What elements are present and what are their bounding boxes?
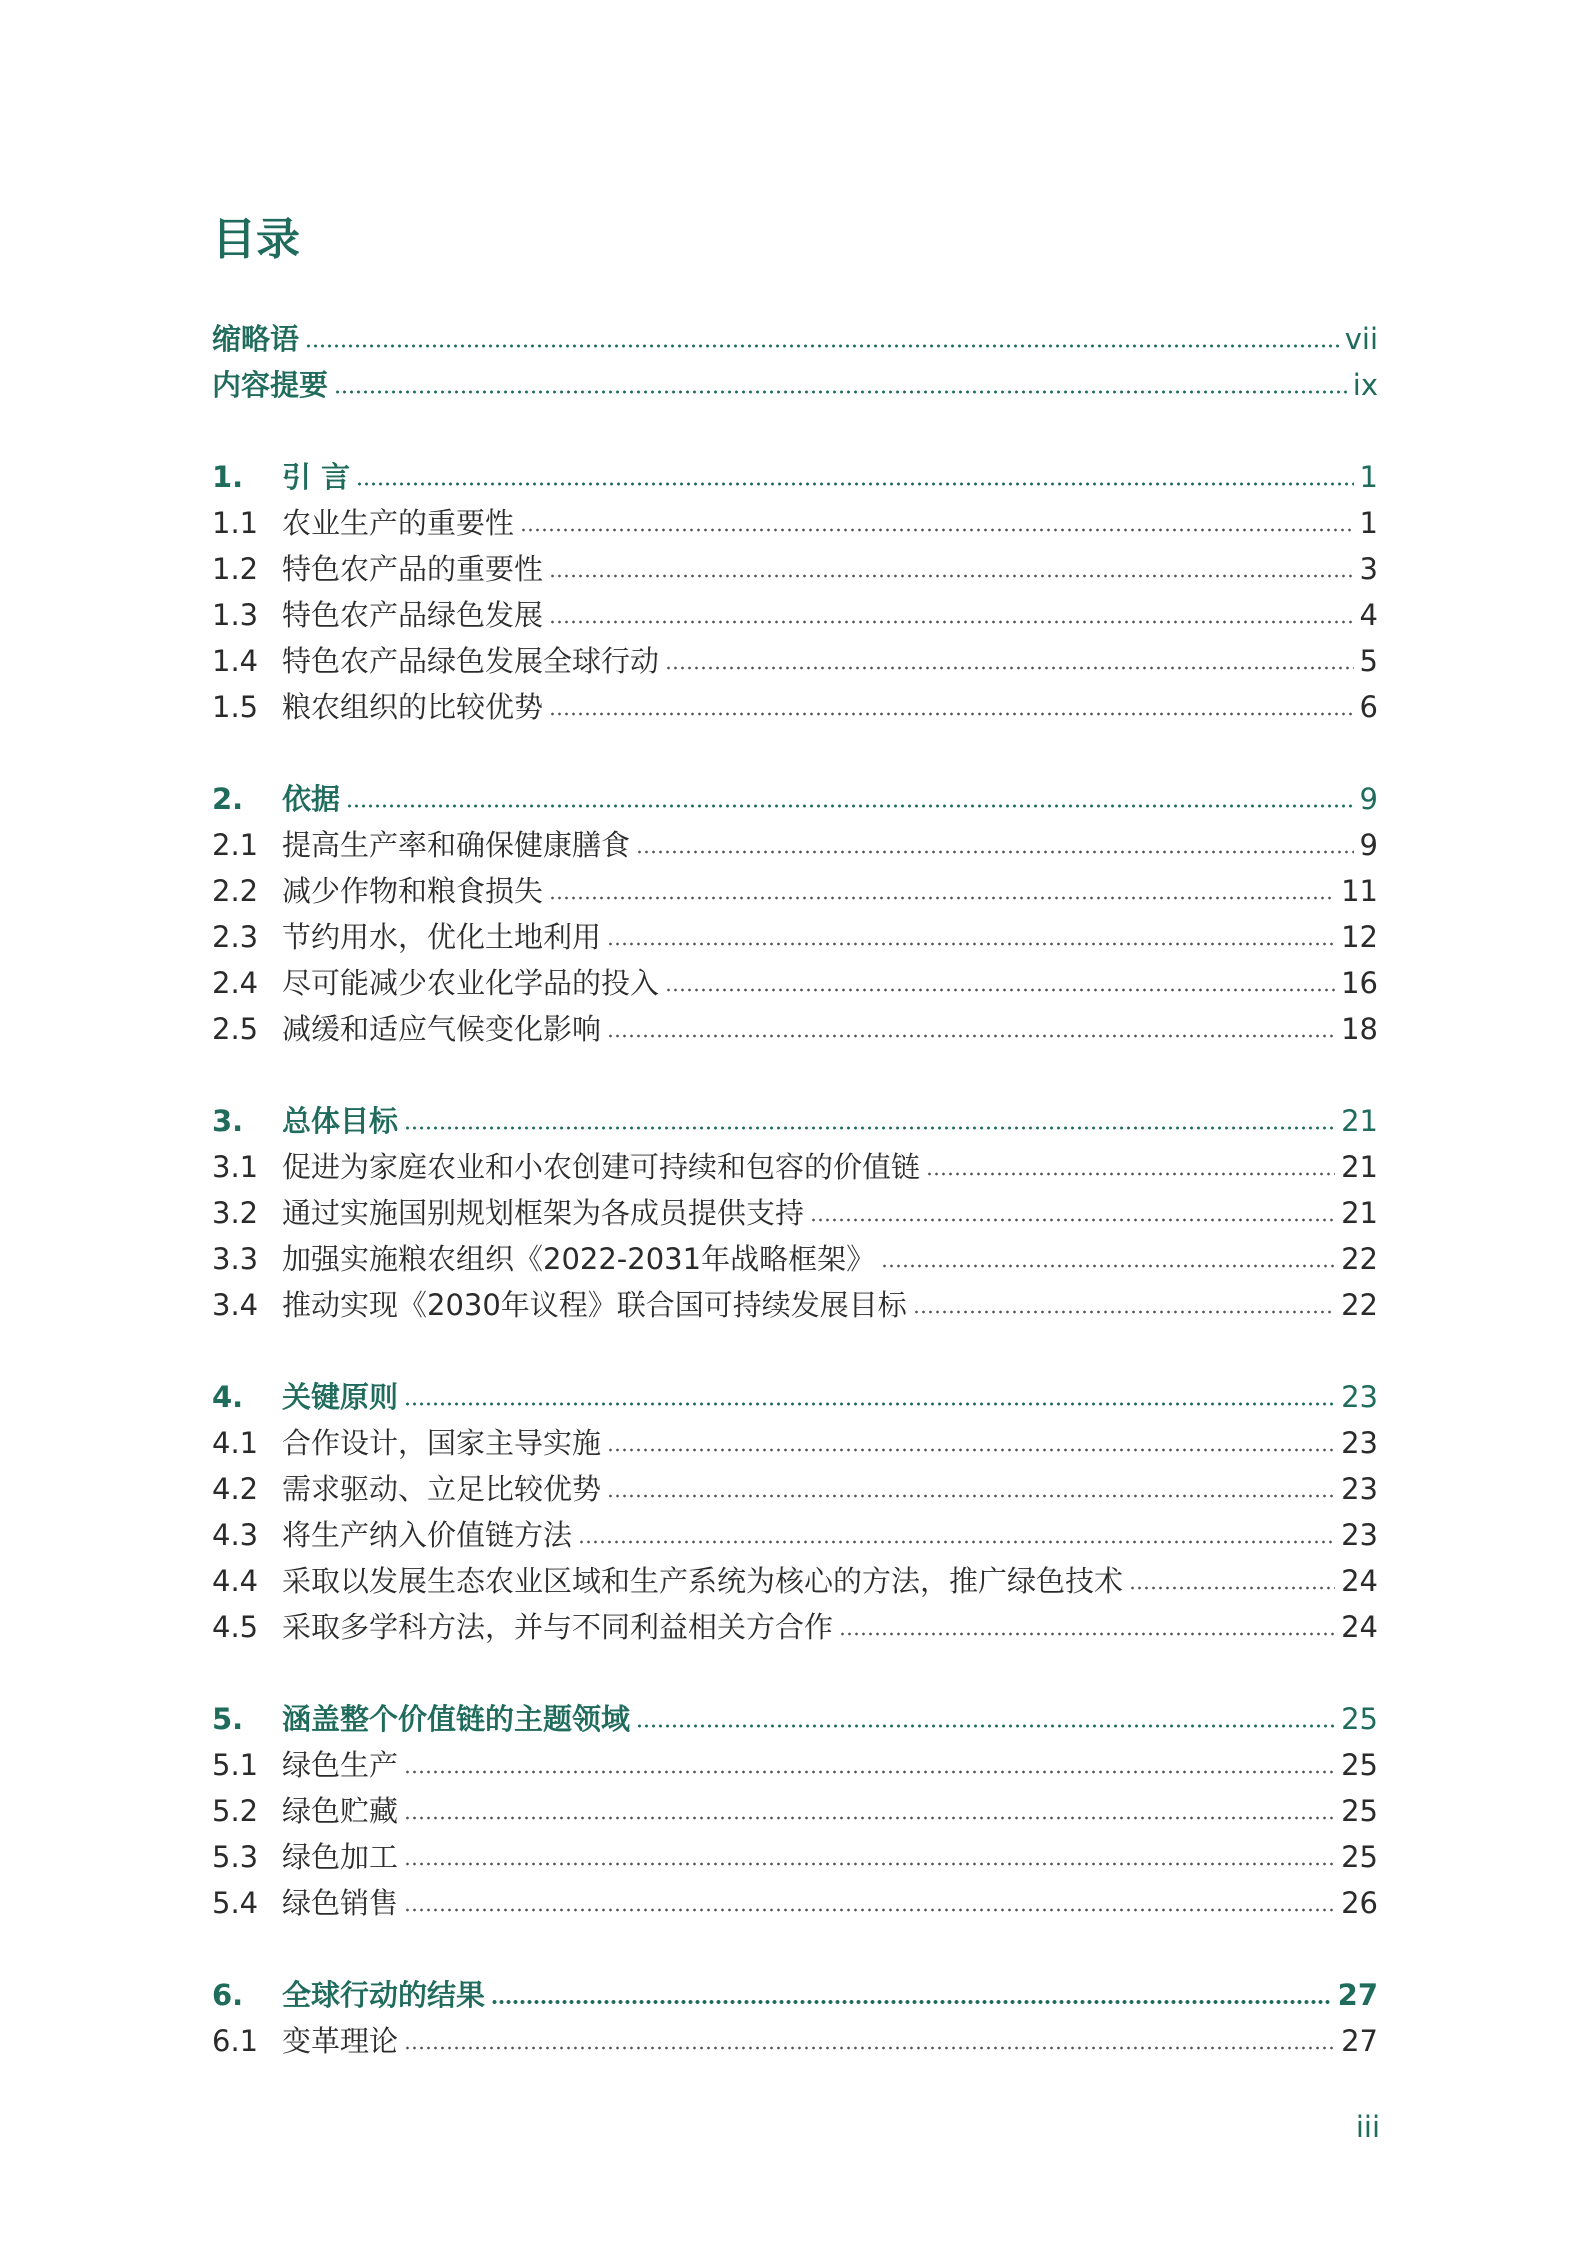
dot-leader [404,1764,1335,1774]
dot-leader [305,338,1339,348]
toc-page-number: 9 [1359,782,1378,816]
toc-page-number: 21 [1341,1196,1378,1230]
toc-entry-number: 5.2 [212,1794,259,1828]
toc-entry-label: 需求驱动、立足比较优势 [282,1472,602,1506]
dot-leader [549,568,1354,578]
toc-page-number: 16 [1341,966,1378,1000]
toc-page-number: vii [1344,322,1378,356]
toc-subsection-row[interactable] [212,546,1378,592]
toc-subsection-row[interactable] [212,1006,1378,1052]
toc-entry-number: 2.2 [212,874,259,908]
toc-entry-number: 1.4 [212,644,259,678]
toc-entry-number: 4.2 [212,1472,259,1506]
toc-entry-number: 4.3 [212,1518,259,1552]
toc-prelim-summary[interactable] [212,362,1378,408]
dot-leader [549,890,1335,900]
toc-entry-number: 5.3 [212,1840,259,1874]
toc-page-number: 12 [1341,920,1378,954]
toc-entry-label: 减少作物和粮食损失 [282,874,544,908]
toc-page-number: 25 [1341,1748,1378,1782]
toc-entry-label: 绿色销售 [282,1886,399,1920]
toc-page-number: 23 [1341,1518,1378,1552]
toc-entry-label: 绿色生产 [282,1748,399,1782]
toc-subsection-row[interactable] [212,1144,1378,1190]
toc-entry-number: 1.5 [212,690,259,724]
toc-page-number: 27 [1337,1978,1378,2012]
toc-entry-number: 1.3 [212,598,259,632]
toc-entry-label: 促进为家庭农业和小农创建可持续和包容的价值链 [282,1150,921,1184]
toc-page-number: 1 [1359,506,1378,540]
dot-leader [881,1258,1335,1268]
toc-subsection-row[interactable] [212,960,1378,1006]
toc-entry-label: 通过实施国别规划框架为各成员提供支持 [282,1196,805,1230]
toc-page-number: 23 [1341,1472,1378,1506]
toc-page-number: ix [1352,368,1378,402]
toc-subsection-row[interactable] [212,822,1378,868]
toc-page-number: 4 [1359,598,1378,632]
toc-entry-label: 特色农产品的重要性 [282,552,544,586]
toc-subsection-row[interactable] [212,1282,1378,1328]
dot-leader [607,1028,1335,1038]
dot-leader [346,798,1354,808]
dot-leader [404,1396,1335,1406]
toc-page-number: 1 [1359,460,1378,494]
toc-subsection-row[interactable] [212,2018,1378,2064]
dot-leader [404,1902,1335,1912]
toc-chapter-row[interactable] [212,1696,1378,1742]
toc-entry-label: 引 言 [282,460,351,494]
dot-leader [810,1212,1335,1222]
dot-leader [404,1810,1335,1820]
toc-prelim-abbreviations[interactable] [212,316,1378,362]
toc-entry-number: 1.2 [212,552,259,586]
toc-subsection-row[interactable] [212,684,1378,730]
dot-leader [665,982,1335,992]
toc-subsection-row[interactable] [212,914,1378,960]
toc-chapter-row[interactable] [212,776,1378,822]
dot-leader [636,844,1354,854]
toc-entry-label: 绿色加工 [282,1840,399,1874]
toc-entry-number: 2.5 [212,1012,259,1046]
toc-entry-label: 内容提要 [212,368,329,402]
toc-entry-label: 绿色贮藏 [282,1794,399,1828]
toc-entry-label: 推动实现《2030年议程》联合国可持续发展目标 [282,1288,907,1322]
toc-entry-label: 减缓和适应气候变化影响 [282,1012,602,1046]
toc-entry-number: 3.1 [212,1150,259,1184]
section-spacer [212,1052,1378,1098]
toc-entry-number: 5. [212,1702,244,1736]
toc-entry-label: 提高生产率和确保健康膳食 [282,828,631,862]
toc-subsection-row[interactable] [212,1236,1378,1282]
toc-entry-label: 缩略语 [212,322,300,356]
toc-subsection-row[interactable] [212,868,1378,914]
toc-entry-label: 合作设计，国家主导实施 [282,1426,602,1460]
toc-entry-number: 4.5 [212,1610,259,1644]
toc-entry-number: 4.1 [212,1426,259,1460]
toc-subsection-row[interactable] [212,1466,1378,1512]
toc-page-number: 24 [1341,1564,1378,1598]
dot-leader [665,660,1354,670]
toc-page-number: 25 [1341,1794,1378,1828]
dot-leader [578,1534,1335,1544]
toc-entry-label: 特色农产品绿色发展全球行动 [282,644,660,678]
toc-entry-number: 6.1 [212,2024,259,2058]
dot-leader [356,476,1353,486]
toc-subsection-row[interactable] [212,1558,1378,1604]
toc-entry-label: 全球行动的结果 [282,1978,486,2012]
toc-subsection-row[interactable] [212,1604,1378,1650]
dot-leader [926,1166,1335,1176]
section-spacer [212,1328,1378,1374]
dot-leader [1129,1580,1335,1590]
toc-entry-label: 粮农组织的比较优势 [282,690,544,724]
toc-entry-number: 2.4 [212,966,259,1000]
toc-title: 目录 [212,214,300,265]
page-folio: iii [1355,2110,1380,2144]
dot-leader [913,1304,1335,1314]
toc-entry-number: 1.1 [212,506,259,540]
section-spacer [212,1926,1378,1972]
toc-chapter-row[interactable] [212,454,1378,500]
section-spacer [212,1650,1378,1696]
toc-subsection-row[interactable] [212,1788,1378,1834]
dot-leader [549,614,1354,624]
toc-page-number: 9 [1359,828,1378,862]
toc-entry-number: 3.4 [212,1288,259,1322]
table-of-contents [212,316,1378,2064]
toc-subsection-row[interactable] [212,1880,1378,1926]
toc-entry-number: 2. [212,782,244,816]
toc-entry-label: 总体目标 [282,1104,399,1138]
dot-leader [520,522,1354,532]
toc-page-number: 23 [1341,1426,1378,1460]
toc-entry-label: 涵盖整个价值链的主题领域 [282,1702,631,1736]
toc-page-number: 5 [1359,644,1378,678]
toc-chapter-row[interactable] [212,1374,1378,1420]
dot-leader [607,936,1335,946]
toc-subsection-row[interactable] [212,1420,1378,1466]
toc-page-number: 11 [1341,874,1378,908]
toc-chapter-row[interactable] [212,1098,1378,1144]
toc-subsection-row[interactable] [212,638,1378,684]
toc-entry-label: 关键原则 [282,1380,399,1414]
dot-leader [839,1626,1335,1636]
toc-subsection-row[interactable] [212,1834,1378,1880]
toc-subsection-row[interactable] [212,500,1378,546]
dot-leader [636,1718,1335,1728]
toc-entry-label: 尽可能减少农业化学品的投入 [282,966,660,1000]
toc-entry-number: 4.4 [212,1564,259,1598]
toc-entry-number: 6. [212,1978,244,2012]
toc-sections [212,408,1378,2064]
toc-subsection-row[interactable] [212,1742,1378,1788]
section-spacer [212,408,1378,454]
toc-entry-label: 特色农产品绿色发展 [282,598,544,632]
section-spacer [212,730,1378,776]
toc-entry-number: 4. [212,1380,244,1414]
toc-page-number: 18 [1341,1012,1378,1046]
toc-entry-number: 2.1 [212,828,259,862]
toc-entry-label: 变革理论 [282,2024,399,2058]
dot-leader [491,1994,1332,2004]
dot-leader [607,1488,1335,1498]
toc-entry-number: 3.3 [212,1242,259,1276]
toc-page-number: 26 [1341,1886,1378,1920]
toc-entry-label: 将生产纳入价值链方法 [282,1518,573,1552]
toc-page-number: 23 [1341,1380,1378,1414]
toc-chapter-row[interactable] [212,1972,1378,2018]
toc-entry-number: 3. [212,1104,244,1138]
dot-leader [607,1442,1335,1452]
toc-page-number: 6 [1359,690,1378,724]
dot-leader [404,1120,1335,1130]
toc-page-number: 25 [1341,1702,1378,1736]
toc-entry-label: 节约用水，优化土地利用 [282,920,602,954]
toc-entry-label: 农业生产的重要性 [282,506,515,540]
dot-leader [549,706,1354,716]
toc-entry-number: 3.2 [212,1196,259,1230]
toc-entry-number: 2.3 [212,920,259,954]
dot-leader [404,2040,1335,2050]
toc-entry-label: 加强实施粮农组织《2022-2031年战略框架》 [282,1242,876,1276]
toc-subsection-row[interactable] [212,1190,1378,1236]
toc-page-number: 3 [1359,552,1378,586]
dot-leader [404,1856,1335,1866]
toc-page-number: 24 [1341,1610,1378,1644]
toc-subsection-row[interactable] [212,592,1378,638]
toc-page-number: 27 [1341,2024,1378,2058]
toc-entry-number: 5.4 [212,1886,259,1920]
toc-page-number: 21 [1341,1150,1378,1184]
toc-entry-label: 采取多学科方法，并与不同利益相关方合作 [282,1610,834,1644]
toc-page-number: 25 [1341,1840,1378,1874]
toc-page-number: 22 [1341,1288,1378,1322]
toc-entry-label: 依据 [282,782,341,816]
toc-page-number: 21 [1341,1104,1378,1138]
toc-entry-label: 采取以发展生态农业区域和生产系统为核心的方法，推广绿色技术 [282,1564,1124,1598]
toc-page-number: 22 [1341,1242,1378,1276]
toc-entry-number: 5.1 [212,1748,259,1782]
dot-leader [334,384,1347,394]
toc-entry-number: 1. [212,460,244,494]
toc-subsection-row[interactable] [212,1512,1378,1558]
